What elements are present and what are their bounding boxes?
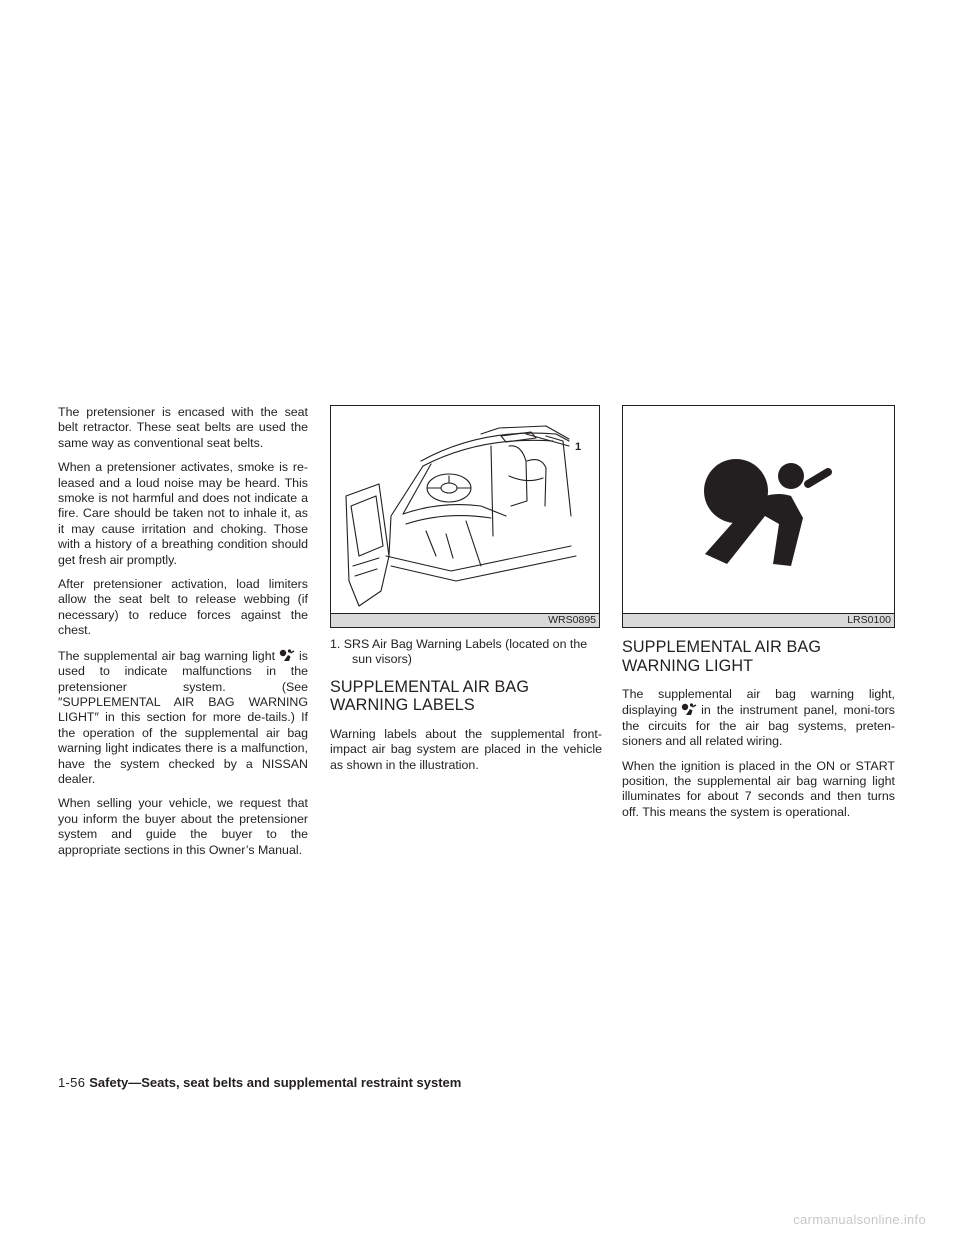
vehicle-interior-illustration (330, 405, 600, 628)
airbag-warning-icon (275, 648, 299, 662)
paragraph: After pretensioner activation, load limiters allow the seat belt to release webbing (if necessary) to reduce forces against the chest. (58, 577, 308, 638)
paragraph-text: is used to indicate malfunctions in the pretensioner system. (See ″SUPPLEMENTAL AIR BAG WARNING LIGHT″ in this section for more de-tails.) If the operation of the supplemental air bag warning light indicates there is a malfunction, have the system checked by a NISSAN dealer. (58, 648, 308, 786)
section-heading: SUPPLEMENTAL AIR BAG WARNING LABELS (330, 677, 530, 715)
paragraph-text: in the instrument panel, moni-tors the circuits for the air bag systems, preten-sioners and all related wiring. (622, 703, 895, 749)
paragraph: When a pretensioner activates, smoke is re-leased and a loud noise may be heard. This smoke is not harmful and does not indicate a fire. Care should be taken not to inhale it, as it may cause irritation and choking. Those with a history of a breathing condition should get fresh air promptly. (58, 460, 308, 567)
car-door-open-drawing (331, 406, 601, 629)
airbag-symbol-illustration (622, 405, 895, 628)
column-middle (330, 405, 602, 782)
paragraph: When selling your vehicle, we request that you inform the buyer about the pretensioner system and guide the buyer to the appropriate sections in this Owner’s Manual. (58, 796, 308, 857)
paragraph-text: The supplemental air bag warning light, displaying (622, 687, 895, 718)
callout-number: 1 (575, 441, 582, 453)
paragraph: When the ignition is placed in the ON or START position, the supplemental air bag warning light illuminates for about 7 seconds and then turns off. This means the system is operational. (622, 758, 895, 819)
figure-caption: 1. SRS Air Bag Warning Labels (located on the sun visors) (330, 637, 588, 667)
page-footer (58, 1075, 461, 1091)
paragraph (58, 648, 308, 788)
figure-code: WRS0895 (331, 613, 599, 627)
watermark: carmanualsonline.info (793, 1212, 926, 1227)
airbag-warning-icon (677, 702, 701, 716)
paragraph (622, 687, 895, 750)
column-left (58, 405, 308, 867)
section-heading: SUPPLEMENTAL AIR BAG WARNING LIGHT (622, 638, 822, 675)
chapter-title: Safety—Seats, seat belts and supplemental restraint system (89, 1075, 462, 1090)
airbag-warning-icon (623, 406, 896, 629)
paragraph: The pretensioner is encased with the seat belt retractor. These seat belts are used the same way as conventional seat belts. (58, 405, 308, 450)
figure-code: LRS0100 (623, 613, 894, 627)
paragraph: Warning labels about the supplemental front-impact air bag system are placed in the vehicle as shown in the illustration. (330, 726, 602, 772)
column-right (622, 405, 895, 829)
page-number: 1-56 (58, 1075, 86, 1090)
paragraph-text: The supplemental air bag warning light (58, 648, 276, 663)
